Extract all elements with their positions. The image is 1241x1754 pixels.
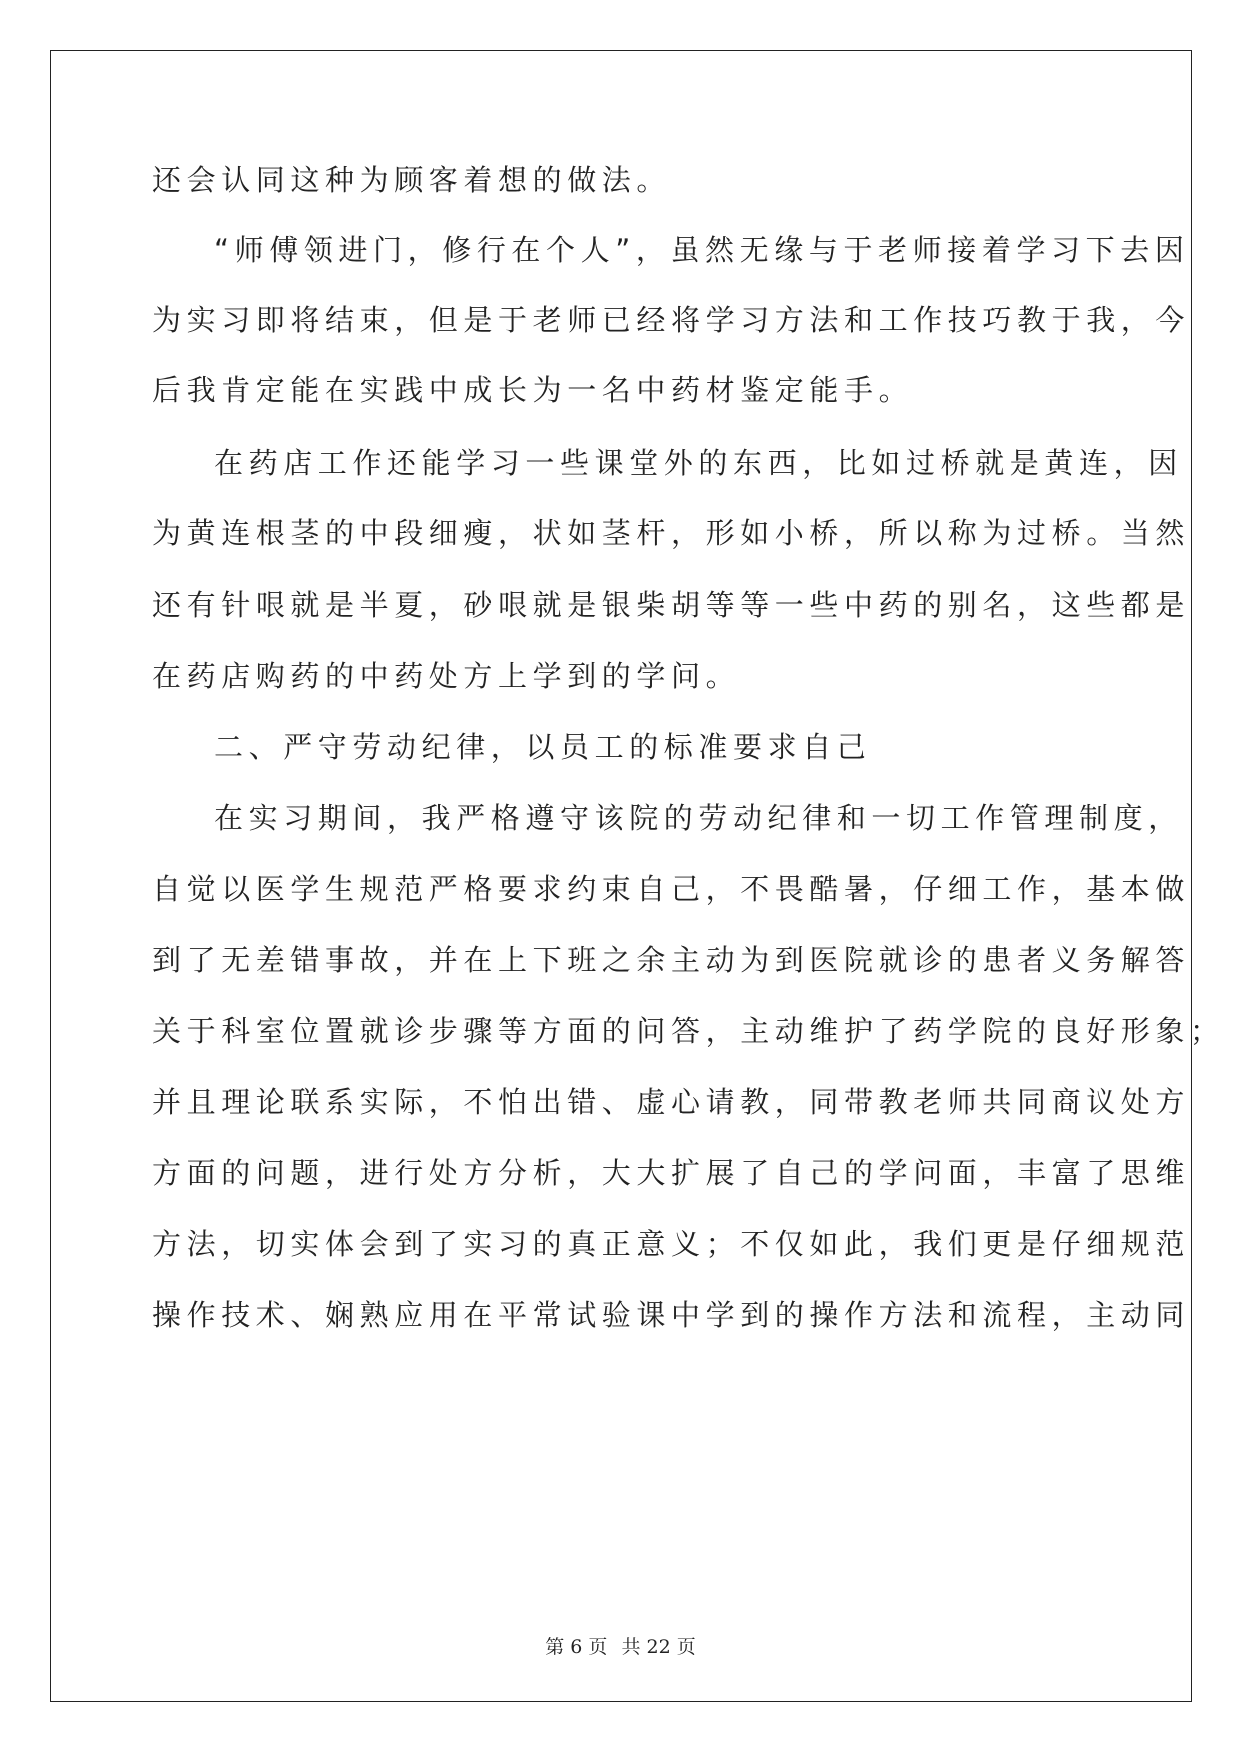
page-footer — [0, 1632, 1241, 1659]
text-line: 后我肯定能在实践中成长为一名中药材鉴定能手。 — [152, 373, 914, 407]
text-line: 操作技术、娴熟应用在平常试验课中学到的操作方法和流程，主动同 — [152, 1298, 1191, 1332]
section-heading: 二、严守劳动纪律，以员工的标准要求自己 — [214, 730, 872, 764]
text-line: 自觉以医学生规范严格要求约束自己，不畏酷暑，仔细工作，基本做 — [152, 872, 1191, 906]
text-line: 到了无差错事故，并在上下班之余主动为到医院就诊的患者义务解答 — [152, 943, 1191, 977]
text-line: 为黄连根茎的中段细瘦，状如茎杆，形如小桥，所以称为过桥。当然 — [152, 516, 1191, 550]
text-line: “师傅领进门，修行在个人”，虽然无缘与于老师接着学习下去因 — [214, 233, 1190, 267]
page-total: 共 22 页 — [621, 1636, 696, 1658]
text-line: 在药店工作还能学习一些课堂外的东西，比如过桥就是黄连，因 — [214, 446, 1183, 480]
text-line: 关于科室位置就诊步骤等方面的问答，主动维护了药学院的良好形象； — [152, 1014, 1225, 1048]
text-line: 还有针哏就是半夏，砂哏就是银柴胡等等一些中药的别名，这些都是 — [152, 588, 1191, 622]
text-line: 在实习期间，我严格遵守该院的劳动纪律和一切工作管理制度， — [214, 801, 1183, 835]
text-line: 还会认同这种为顾客着想的做法。 — [152, 163, 672, 197]
text-line: 为实习即将结束，但是于老师已经将学习方法和工作技巧教于我，今 — [152, 303, 1191, 337]
text-line: 并且理论联系实际，不怕出错、虚心请教，同带教老师共同商议处方 — [152, 1085, 1191, 1119]
text-line: 在药店购药的中药处方上学到的学问。 — [152, 659, 741, 693]
text-line: 方面的问题，进行处方分析，大大扩展了自己的学问面，丰富了思维 — [152, 1156, 1191, 1190]
page-number: 第 6 页 — [545, 1636, 608, 1658]
text-line: 方法，切实体会到了实习的真正意义；不仅如此，我们更是仔细规范 — [152, 1227, 1191, 1261]
